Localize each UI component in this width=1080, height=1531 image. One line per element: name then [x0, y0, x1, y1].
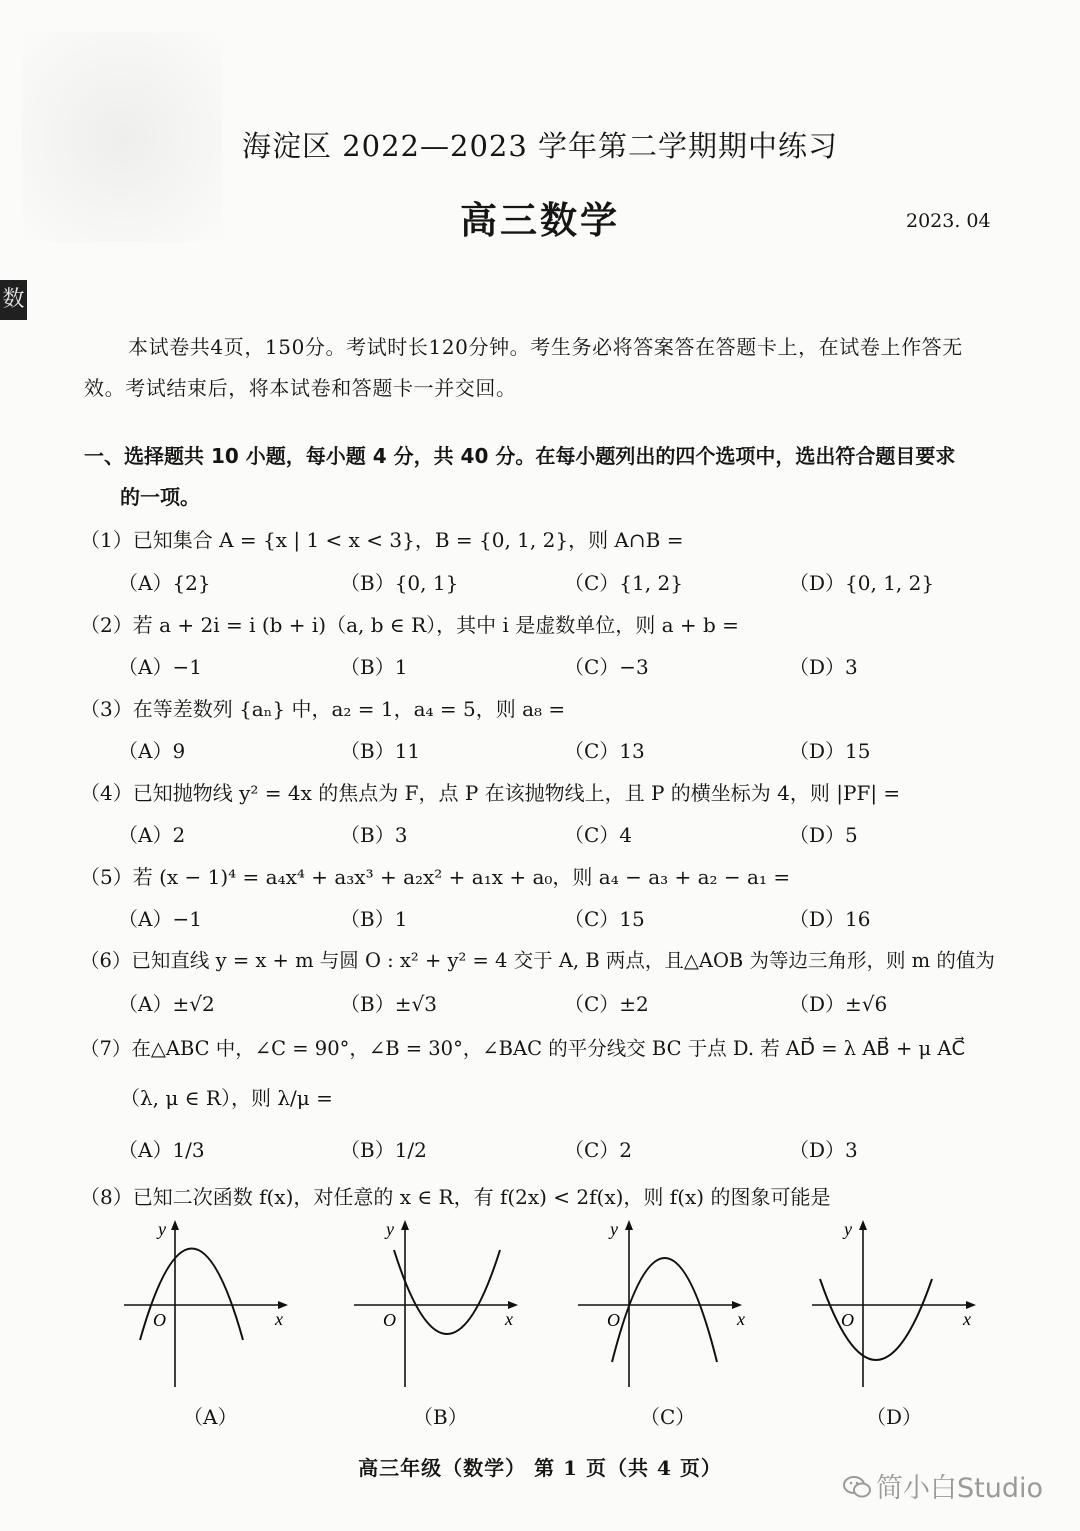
subject-heading: 高三数学: [460, 198, 620, 242]
question-3-option-a: （A）9: [118, 739, 186, 763]
question-7-stem-line-2: （λ, μ ∈ R），则 λ/μ =: [120, 1086, 333, 1110]
question-6-option-a: （A）±√2: [118, 992, 215, 1016]
question-2-stem: （2）若 a + 2i = i (b + i)（a, b ∈ R），其中 i 是虚数单位，则 a + b =: [80, 613, 739, 637]
page-footer: 高三年级（数学） 第 1 页（共 4 页）: [358, 1456, 722, 1480]
question-3-stem: （3）在等差数列 {aₙ} 中，a₂ = 1，a₄ = 5，则 a₈ =: [80, 697, 566, 721]
question-1-stem: （1）已知集合 A = {x | 1 < x < 3}，B = {0, 1, 2}，则 A∩B =: [80, 528, 684, 552]
graph-b: [348, 1215, 528, 1395]
question-1-option-c: （C）{1, 2}: [564, 571, 683, 595]
graph-c: [572, 1215, 752, 1395]
question-1-option-b: （B）{0, 1}: [340, 571, 459, 595]
question-6-stem: （6）已知直线 y = x + m 与圆 O : x² + y² = 4 交于 A, B 两点，且△AOB 为等边三角形，则 m 的值为: [80, 949, 995, 972]
question-5-option-b: （B）1: [340, 907, 408, 931]
instructions-line-1: 本试卷共4页，150分。考试时长120分钟。考生务必将答案答在答题卡上，在试卷上作答无: [128, 335, 963, 359]
graph-b-origin-label: O: [383, 1310, 396, 1330]
question-4-option-b: （B）3: [340, 823, 408, 847]
question-7-option-d: （D）3: [789, 1138, 858, 1162]
question-3-option-b: （B）11: [340, 739, 421, 763]
graph-a-label: （A）: [183, 1405, 238, 1429]
graph-b-y-label: y: [386, 1219, 394, 1239]
graph-b-x-label: x: [505, 1309, 513, 1329]
question-4-stem: （4）已知抛物线 y² = 4x 的焦点为 F，点 P 在该抛物线上，且 P 的横坐标为 4，则 |PF| =: [80, 781, 901, 805]
exam-date: 2023. 04: [906, 210, 991, 232]
question-5-option-d: （D）16: [789, 907, 871, 931]
wechat-icon: [842, 1474, 872, 1500]
question-6-option-d: （D）±√6: [789, 992, 888, 1016]
question-4-option-d: （D）5: [789, 823, 858, 847]
graph-a-y-label: y: [158, 1219, 166, 1239]
question-3-option-d: （D）15: [789, 739, 871, 763]
question-7-stem: （7）在△ABC 中，∠C = 90°，∠B = 30°，∠BAC 的平分线交 BC 于点 D. 若 AD⃗ = λ AB⃗ + μ AC⃗: [80, 1037, 966, 1060]
watermark: [842, 1466, 1043, 1505]
question-7-option-c: （C）2: [564, 1138, 633, 1162]
question-2-option-a: （A）−1: [118, 655, 202, 679]
question-4-option-a: （A）2: [118, 823, 186, 847]
question-5-option-c: （C）15: [564, 907, 645, 931]
graph-b-label: （B）: [413, 1405, 468, 1429]
graph-c-label: （C）: [640, 1405, 696, 1429]
question-4-option-c: （C）4: [564, 823, 633, 847]
question-1-option-d: （D）{0, 1, 2}: [789, 571, 935, 595]
watermark-text: 简小白Studio: [876, 1473, 1043, 1504]
question-2-option-c: （C）−3: [564, 655, 649, 679]
exam-title: 海淀区 2022—2023 学年第二学期期中练习: [241, 129, 839, 163]
graph-d-x-label: x: [963, 1309, 971, 1329]
section-heading-line-1: 一、选择题共 10 小题，每小题 4 分，共 40 分。在每小题列出的四个选项中，选出符合题目要求: [84, 444, 956, 468]
question-2-option-d: （D）3: [789, 655, 858, 679]
graph-d-label: （D）: [866, 1405, 923, 1429]
graph-c-y-label: y: [610, 1219, 618, 1239]
graph-a: [118, 1215, 298, 1395]
graph-d-origin-label: O: [841, 1310, 854, 1330]
question-7-option-a: （A）1/3: [118, 1138, 205, 1162]
question-6-option-c: （C）±2: [564, 992, 649, 1016]
question-5-stem: （5）若 (x − 1)⁴ = a₄x⁴ + a₃x³ + a₂x² + a₁x + a₀，则 a₄ − a₃ + a₂ − a₁ =: [80, 865, 791, 889]
graph-c-x-label: x: [737, 1309, 745, 1329]
question-3-option-c: （C）13: [564, 739, 645, 763]
question-6-option-b: （B）±√3: [340, 992, 437, 1016]
question-2-option-b: （B）1: [340, 655, 408, 679]
question-1-option-a: （A）{2}: [118, 571, 211, 595]
instructions-line-2: 效。考试结束后，将本试卷和答题卡一并交回。: [84, 376, 517, 400]
question-5-option-a: （A）−1: [118, 907, 202, 931]
graph-d: [806, 1215, 986, 1395]
graph-a-origin-label: O: [153, 1310, 166, 1330]
graph-d-y-label: y: [844, 1219, 852, 1239]
section-heading-line-2: 的一项。: [120, 485, 200, 509]
graph-c-origin-label: O: [607, 1310, 620, 1330]
question-8-stem: （8）已知二次函数 f(x)，对任意的 x ∈ R，有 f(2x) < 2f(x)，则 f(x) 的图象可能是: [80, 1185, 831, 1209]
question-7-option-b: （B）1/2: [340, 1138, 427, 1162]
side-tab: 数: [0, 280, 27, 320]
graph-a-x-label: x: [275, 1309, 283, 1329]
